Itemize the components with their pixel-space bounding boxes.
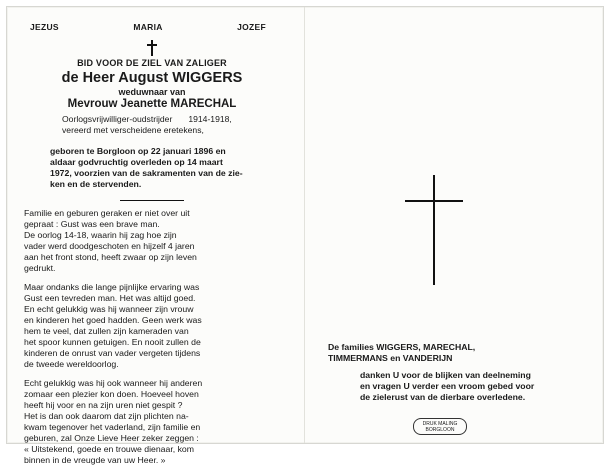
printer-name: DRUK MALING xyxy=(422,420,458,427)
wife-name: Mevrouw Jeanette MARECHAL xyxy=(67,98,237,110)
text-line: binnen in de vreugde van uw Heer. » xyxy=(24,455,166,465)
text-line: zomaar een plezier kon doen. Hoeveel hoven xyxy=(24,389,199,399)
saint-jozef: JOZEF xyxy=(237,22,266,32)
families-line: De families WIGGERS, MARECHAL, xyxy=(328,342,476,352)
veteran-line: Oorlogsvrijwilliger-oudstrijder xyxy=(62,114,173,124)
widower-label: weduwnaar van xyxy=(118,87,186,97)
text-line: De oorlog 14-18, waarin hij zag hoe zijn xyxy=(24,230,177,240)
birth-line: geboren te Borgloon op 22 januari 1896 en xyxy=(50,146,226,156)
text-line: kwam tegenover het vaderland, zijn familie en xyxy=(24,422,201,432)
deceased-name: de Heer August WIGGERS xyxy=(61,70,243,86)
thanks-line: de zielerust van de dierbare overledene. xyxy=(360,392,526,402)
text-line: « Uitstekend, goede en trouwe dienaar, kom xyxy=(24,444,194,454)
memorial-text xyxy=(24,208,286,474)
saint-maria: MARIA xyxy=(133,22,163,32)
text-line: En echt gelukkig was hij wanneer zijn vrouw xyxy=(24,304,194,314)
text-line: heeft hij voor en na zijn uren niet gespit ? xyxy=(24,400,183,410)
card-fold-line xyxy=(304,7,305,443)
text-line: Maar ondanks die lange pijnlijke ervaring was xyxy=(24,282,200,292)
thanks-line: en vragen U verder een vroom gebed voor xyxy=(360,381,535,391)
section-divider xyxy=(120,200,184,201)
memorial-paragraph xyxy=(24,208,286,274)
thanks-text xyxy=(360,370,588,403)
text-line: en kinderen het goed hadden. Geen werk was xyxy=(24,315,202,325)
saints-header xyxy=(22,22,282,32)
text-line: de tweede wereldoorlog. xyxy=(24,359,119,369)
birth-line: 1972, voorzien van de sakramenten van de zie- xyxy=(50,168,243,178)
thanks-line: danken U voor de blijken van deelneming xyxy=(360,370,531,380)
prayer-heading: BID VOOR DE ZIEL VAN ZALIGER xyxy=(77,58,227,68)
memorial-paragraph xyxy=(24,378,286,466)
text-line: gedrukt. xyxy=(24,263,56,273)
text-line: aan het front stond, heeft zwaar op zijn leven xyxy=(24,252,197,262)
text-line: Echt gelukkig was hij ook wanneer hij anderen xyxy=(24,378,203,388)
families-heading xyxy=(328,342,588,364)
small-cross-icon xyxy=(147,40,157,56)
printer-location: BORGLOON xyxy=(425,426,455,433)
large-cross-icon xyxy=(405,175,465,285)
text-line: hem te veel, dat zullen zijn kameraden van xyxy=(24,326,189,336)
saint-jezus: JEZUS xyxy=(30,22,59,32)
left-panel xyxy=(22,22,282,209)
birth-death-details xyxy=(22,146,282,190)
birth-line: aldaar godvruchtig overleden op 14 maart xyxy=(50,157,223,167)
families-line: TIMMERMANS en VANDERIJN xyxy=(328,353,453,363)
memorial-paragraph xyxy=(24,282,286,370)
honors-line: vereerd met verscheidene eretekens, xyxy=(62,125,204,135)
text-line: Gust een tevreden man. Het was altijd goed. xyxy=(24,293,196,303)
text-line: kinderen de onrust van vader vergeten tijdens xyxy=(24,348,201,358)
text-line: gepraat : Gust was een brave man. xyxy=(24,219,160,229)
birth-line: ken en de stervenden. xyxy=(50,179,142,189)
text-line: het spoor kunnen getuigen. En nooit zullen de xyxy=(24,337,201,347)
printer-stamp xyxy=(413,418,467,435)
text-line: Het is dan ook daarom dat zijn plichten na- xyxy=(24,411,189,421)
text-line: geburen, zal Onze Lieve Heer zeker zeggen : xyxy=(24,433,199,443)
veteran-years: 1914-1918, xyxy=(188,114,232,124)
text-line: Familie en geburen geraken er niet over uit xyxy=(24,208,190,218)
text-line: vader werd doodgeschoten en hijzelf 4 jaren xyxy=(24,241,195,251)
veteran-note xyxy=(22,114,282,136)
